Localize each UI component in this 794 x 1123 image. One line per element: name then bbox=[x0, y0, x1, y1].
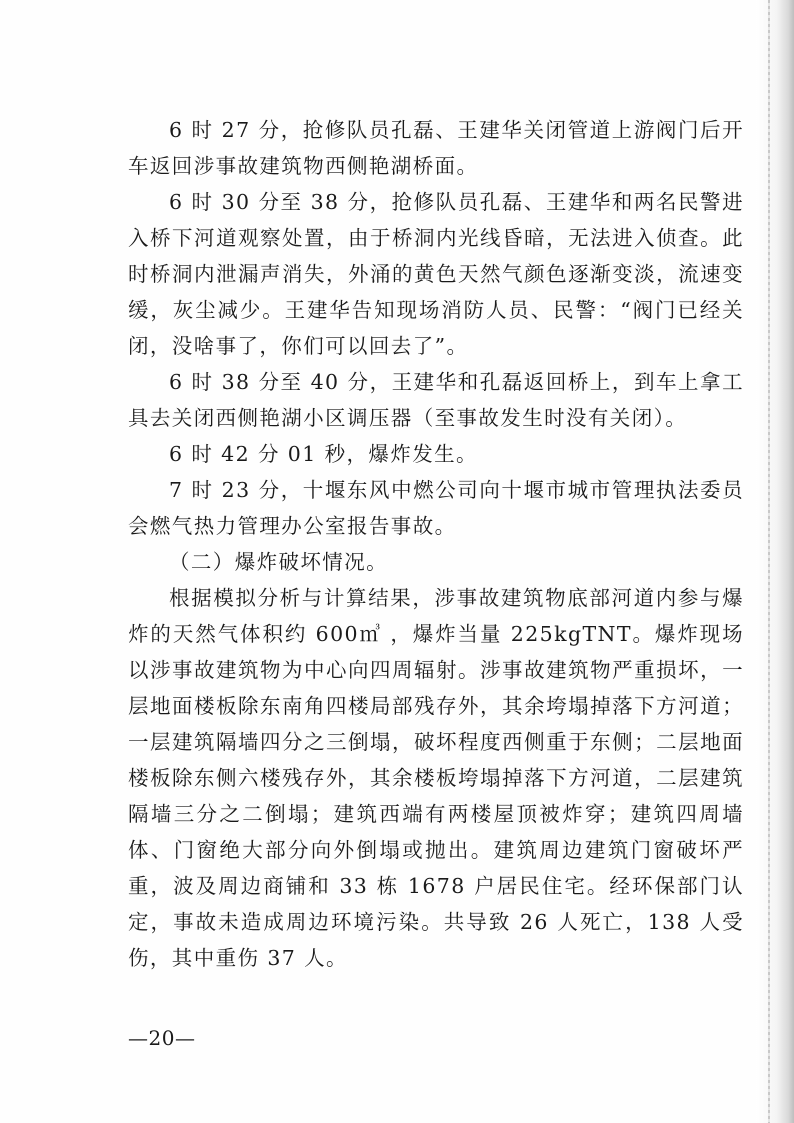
paragraph-064201: 6 时 42 分 01 秒，爆炸发生。 bbox=[169, 442, 478, 466]
paragraph-0638-0640: 6 时 38 分至 40 分，王建华和孔磊返回桥上，到车上拿工具去关闭西侧艳湖小区调压器（至事故发生时没有关闭）。 bbox=[128, 370, 744, 430]
document-body bbox=[128, 112, 744, 976]
paragraph-0723: 7 时 23 分，十堰东风中燃公司向十堰市城市管理执法委员会燃气热力管理办公室报告事故。 bbox=[128, 478, 744, 538]
paragraph-damage-details: 根据模拟分析与计算结果，涉事故建筑物底部河道内参与爆炸的天然气体积约 600㎥ ，爆炸当量 225kgTNT。爆炸现场以涉事故建筑物为中心向四周辐射。涉事故建筑物严重损坏，一层地面楼板除东南角四楼局部残存外，其余垮塌掉落下方河道；一层建筑隔墙四分之三倒塌，破坏程度西侧重于东侧；二层地面楼板除东侧六楼残存外，其余楼板垮塌掉落下方河道，二层建筑隔墙三分之二倒塌；建筑西端有两楼屋顶被炸穿；建筑四周墙体、门窗绝大部分向外倒塌或抛出。建筑周边建筑门窗破坏严重，波及周边商铺和 33 栋 1678 户居民住宅。经环保部门认定，事故未造成周边环境污染。共导致 26 人死亡，138 人受伤，其中重伤 37 人。 bbox=[128, 586, 744, 970]
paragraph-0630-0638: 6 时 30 分至 38 分，抢修队员孔磊、王建华和两名民警进入桥下河道观察处置，由于桥洞内光线昏暗，无法进入侦查。此时桥洞内泄漏声消失，外涌的黄色天然气颜色逐渐变淡，流速变缓，灰尘减少。王建华告知现场消防人员、民警：“阀门已经关闭，没啥事了，你们可以回去了”。 bbox=[128, 190, 744, 358]
binding-edge-line bbox=[768, 0, 770, 1123]
page-edge-shadow bbox=[756, 0, 794, 1123]
section-heading-explosion-damage: （二）爆炸破坏情况。 bbox=[169, 550, 388, 574]
page-number: —20— bbox=[128, 1026, 196, 1050]
paragraph-0627: 6 时 27 分，抢修队员孔磊、王建华关闭管道上游阀门后开车返回涉事故建筑物西侧艳湖桥面。 bbox=[128, 118, 744, 178]
